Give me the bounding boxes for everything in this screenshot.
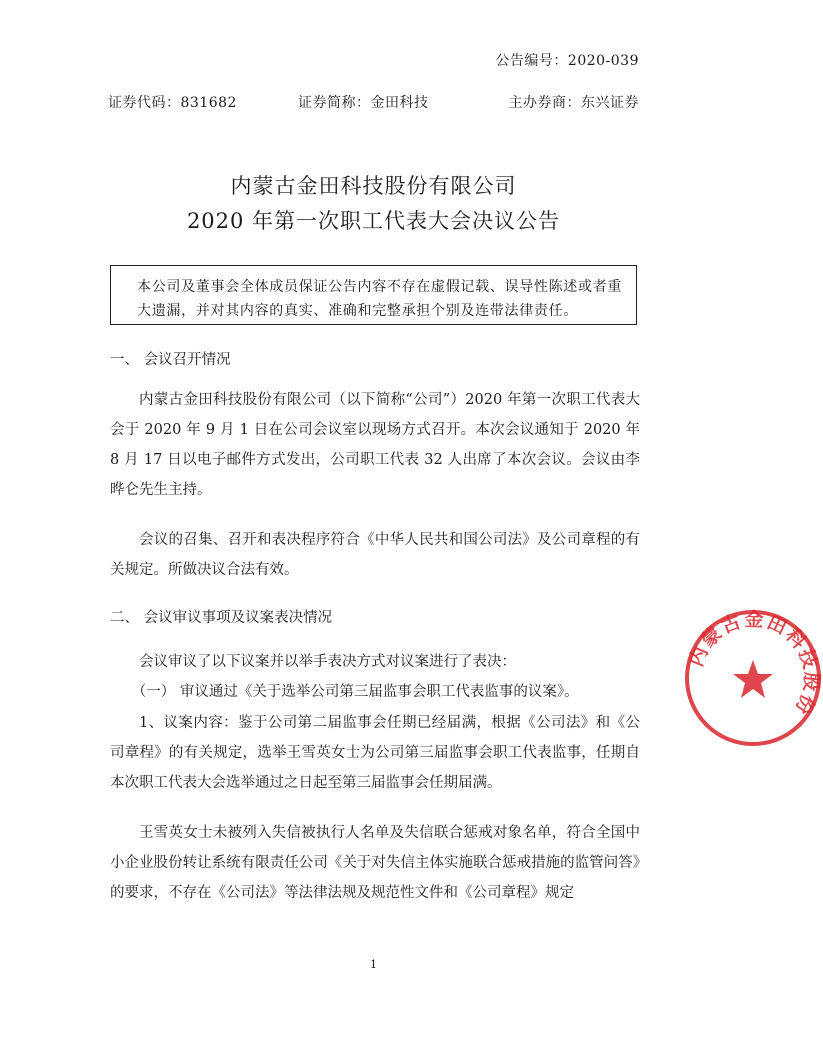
- section-heading-meeting-info: 一、 会议召开情况: [110, 352, 231, 368]
- sponsor-broker: 主办券商：东兴证券: [508, 95, 639, 111]
- paragraph-meeting-details: 内蒙古金田科技股份有限公司（以下简称“公司”）2020 年第一次职工代表大会于 2020 年 9 月 1 日在公司会议室以现场方式召开。本次会议通知于 2020 年 8 月 17 日以电子邮件方式发出，公司职工代表 32 人出席了本次会议。会议由李晔仑先生主持。: [110, 392, 640, 498]
- security-short-name: 证券简称：金田科技: [298, 95, 429, 111]
- document-title-subject: 2020 年第一次职工代表大会决议公告: [186, 209, 561, 233]
- section-heading-resolutions: 二、 会议审议事项及议案表决情况: [110, 610, 333, 626]
- page-number: 1: [370, 958, 377, 971]
- disclaimer-box: 本公司及董事会全体成员保证公告内容不存在虚假记载、误导性陈述或者重大遗漏，并对其内容的真实、准确和完整承担个别及连带法律责任。: [110, 265, 637, 325]
- paragraph-eligibility: 王雪英女士未被列入失信被执行人名单及失信联合惩戒对象名单，符合全国中小企业股份转让系统有限责任公司《关于对失信主体实施联合惩戒措施的监管问答》的要求，不存在《公司法》等法律法规及规范性文件和《公司章程》规定: [110, 825, 640, 901]
- company-seal: [683, 608, 823, 748]
- security-code: 证券代码：831682: [108, 95, 237, 111]
- notice-number: 公告编号：2020-039: [495, 53, 639, 69]
- document-title-company: 内蒙古金田科技股份有限公司: [230, 174, 517, 198]
- paragraph-legal-compliance: 会议的召集、召开和表决程序符合《中华人民共和国公司法》及公司章程的有关规定。所做决议合法有效。: [110, 532, 640, 578]
- paragraph-proposal-content: 1、议案内容：鉴于公司第二届监事会任期已经届满，根据《公司法》和《公司章程》的有关规定，选举王雪英女士为公司第三届监事会职工代表监事，任期自本次职工代表大会选举通过之日起至第三届监事会任期届满。: [110, 715, 640, 791]
- resolution-item-1: （一） 审议通过《关于选举公司第三届监事会职工代表监事的议案》。: [131, 684, 579, 700]
- paragraph-voting-method: 会议审议了以下议案并以举手表决方式对议案进行了表决：: [139, 654, 516, 670]
- svg-text:内蒙古金田科技股份: 内蒙古金田科技股份: [685, 608, 823, 720]
- security-info-row: [108, 92, 639, 114]
